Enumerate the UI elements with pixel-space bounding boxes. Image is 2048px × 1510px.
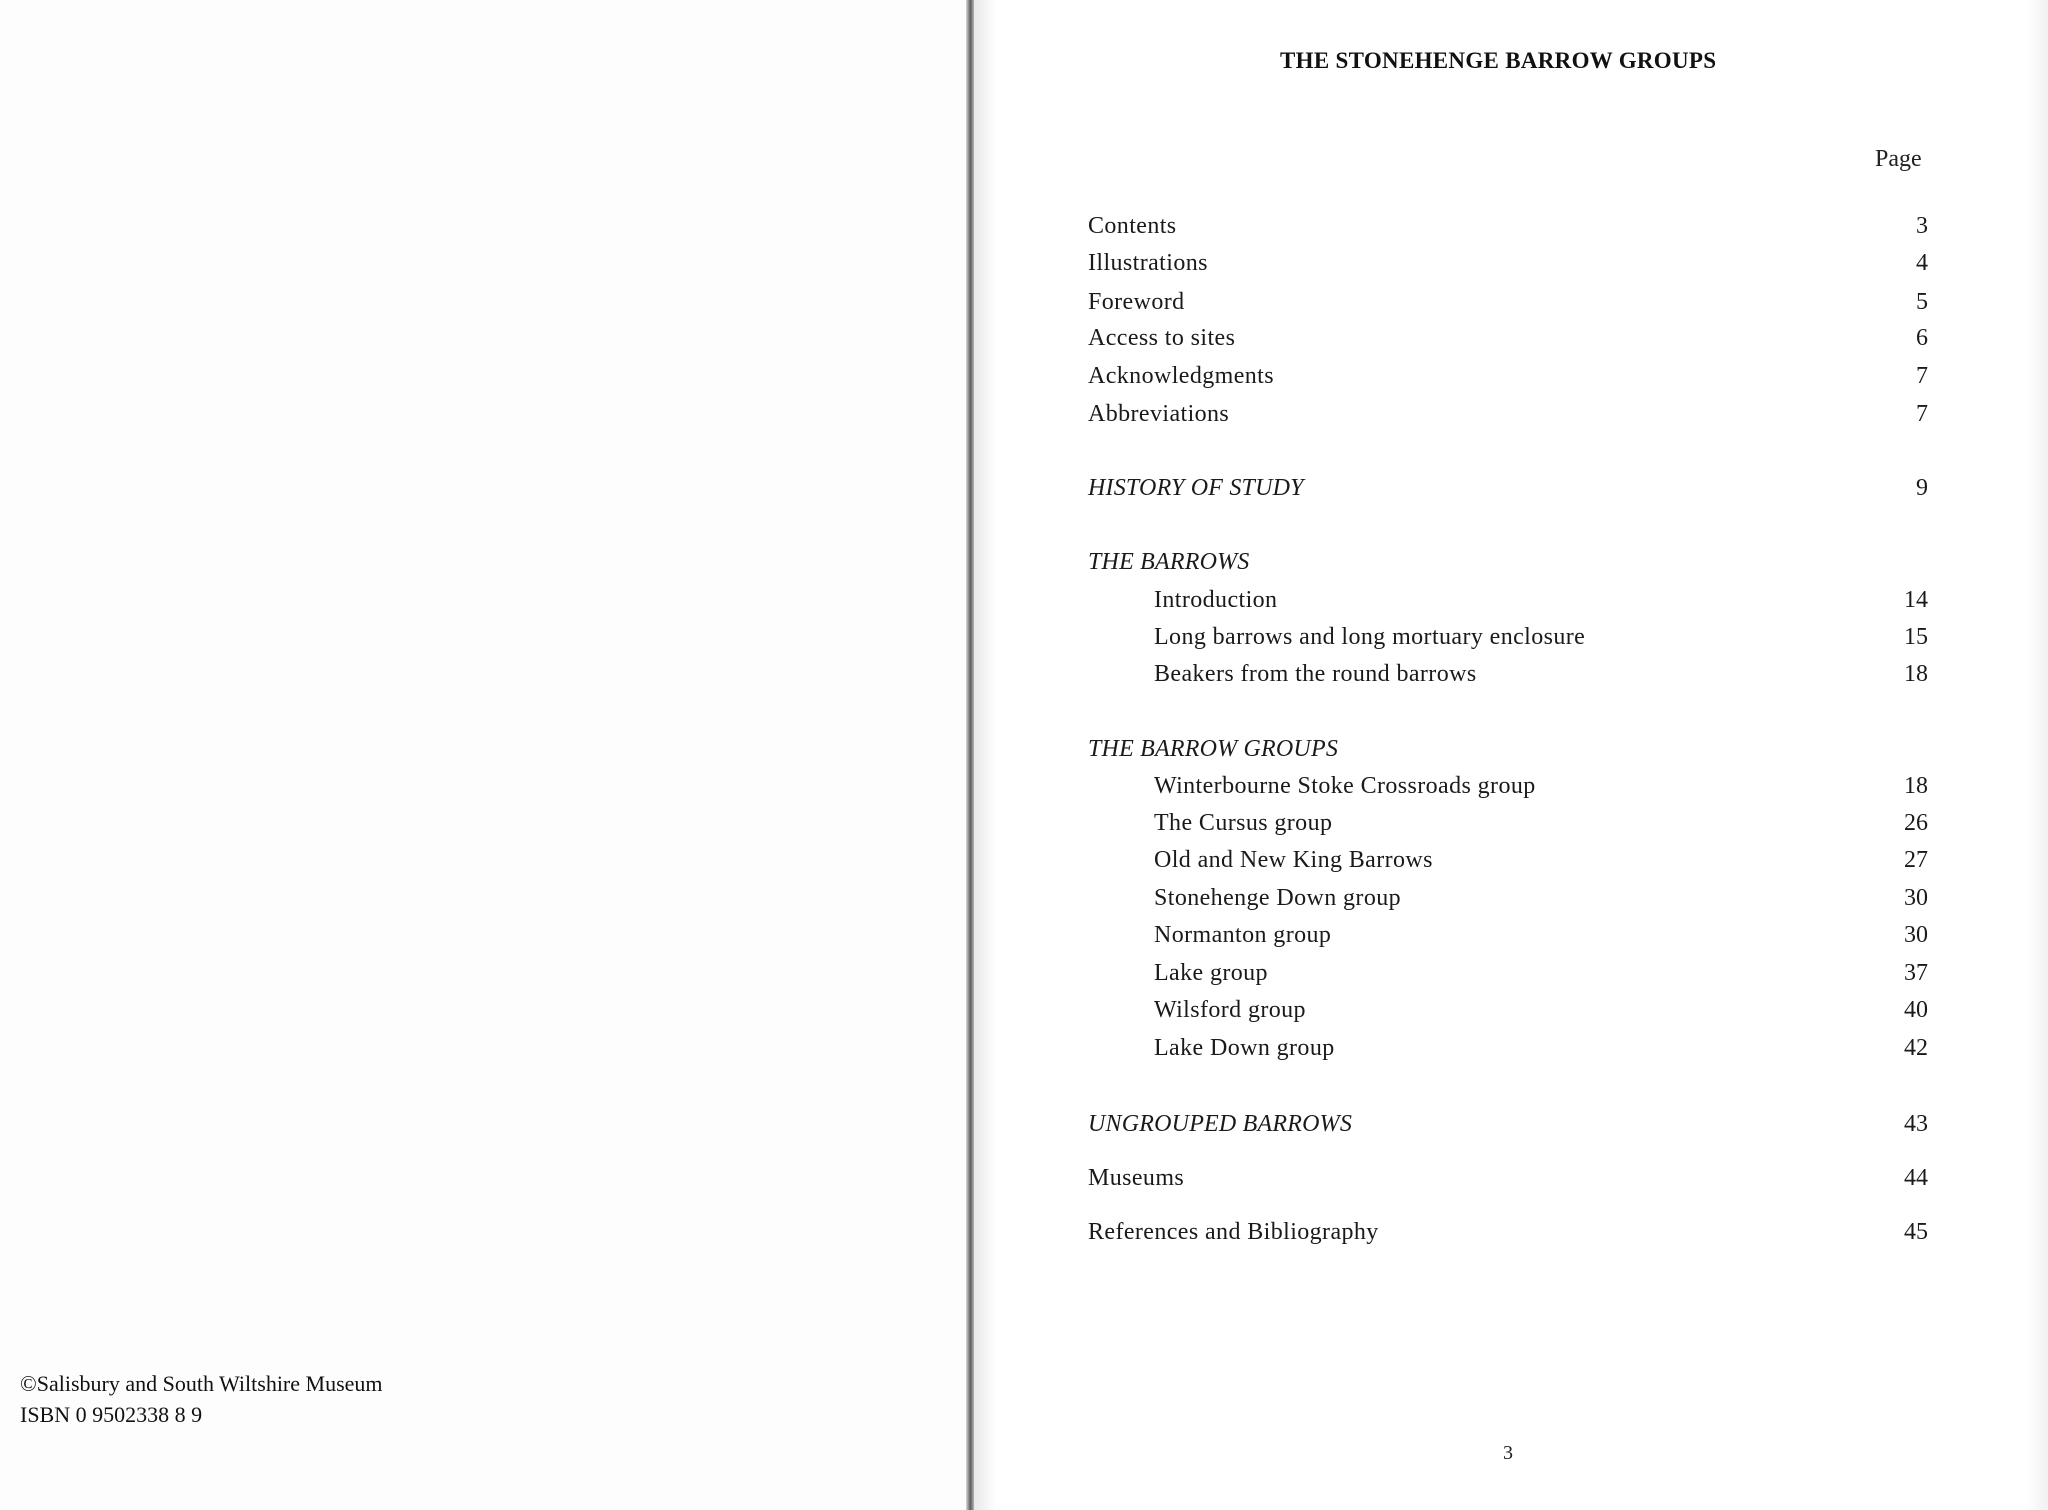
toc-subentry	[1088, 881, 1938, 915]
toc-subentry	[1088, 956, 1938, 990]
toc-entry-label: Foreword	[1088, 289, 1185, 315]
toc-entry-page: 5	[1916, 289, 1928, 315]
toc-entry-label: Beakers from the round barrows	[1154, 661, 1477, 687]
toc-entry-label: Introduction	[1154, 587, 1278, 613]
toc-entry-label: Old and New King Barrows	[1154, 847, 1433, 873]
toc-entry-page: 44	[1904, 1165, 1928, 1191]
toc-entry-label: Normanton group	[1154, 922, 1332, 948]
toc-entry-page: 15	[1904, 624, 1928, 650]
page-edge	[2026, 0, 2048, 1510]
toc-subentry	[1088, 657, 1938, 691]
toc-section-heading	[1088, 732, 1938, 766]
toc-entry-label: Lake Down group	[1154, 1035, 1335, 1061]
toc-entry-page: 45	[1904, 1219, 1928, 1245]
toc-subentry	[1088, 993, 1938, 1027]
toc-entry-label: Illustrations	[1088, 250, 1208, 276]
page-number: 3	[1503, 1442, 1513, 1464]
toc-entry-page: 37	[1904, 960, 1928, 986]
gutter-shadow	[974, 0, 996, 1510]
toc-section-label: THE BARROW GROUPS	[1088, 736, 1339, 762]
toc-entry-label: Contents	[1088, 213, 1177, 239]
toc-entry-page: 42	[1904, 1035, 1928, 1061]
toc-entry-page: 7	[1916, 401, 1928, 427]
toc-entry-page: 9	[1916, 475, 1928, 501]
page-column-label: Page	[1875, 146, 1922, 172]
toc-entry	[1088, 209, 1938, 243]
toc-entry	[1088, 359, 1938, 393]
toc-entry-page: 30	[1904, 922, 1928, 948]
copyright-line: ©Salisbury and South Wiltshire Museum	[20, 1371, 383, 1396]
toc-section-label: HISTORY OF STUDY	[1088, 475, 1304, 501]
toc-entry	[1088, 397, 1938, 431]
toc-entry-label: Access to sites	[1088, 325, 1236, 351]
left-page	[0, 0, 966, 1510]
toc-section-heading	[1088, 471, 1938, 505]
toc-subentry	[1088, 843, 1938, 877]
toc-entry-page: 3	[1916, 213, 1928, 239]
imprint-block	[20, 1368, 383, 1430]
toc-entry-label: Winterbourne Stoke Crossroads group	[1154, 773, 1536, 799]
toc-entry-page: 26	[1904, 810, 1928, 836]
toc-entry	[1088, 285, 1938, 319]
toc-section-label: THE BARROWS	[1088, 549, 1250, 575]
toc-entry	[1088, 1215, 1938, 1249]
toc-entry-label: The Cursus group	[1154, 810, 1333, 836]
toc-entry-page: 7	[1916, 363, 1928, 389]
gutter	[966, 0, 974, 1510]
toc-subentry	[1088, 620, 1938, 654]
toc-entry-page: 6	[1916, 325, 1928, 351]
toc-entry	[1088, 1161, 1938, 1195]
toc-entry-page: 18	[1904, 773, 1928, 799]
toc-entry-page: 18	[1904, 661, 1928, 687]
toc-subentry	[1088, 806, 1938, 840]
toc-entry-label: Long barrows and long mortuary enclosure	[1154, 624, 1586, 650]
toc-entry-label: Lake group	[1154, 960, 1268, 986]
toc-entry-page: 27	[1904, 847, 1928, 873]
document-title: THE STONEHENGE BARROW GROUPS	[1280, 48, 1717, 73]
toc-entry-label: Stonehenge Down group	[1154, 885, 1402, 911]
toc-entry-label: Museums	[1088, 1165, 1185, 1191]
toc-entry-page: 30	[1904, 885, 1928, 911]
toc-subentry	[1088, 769, 1938, 803]
toc-subentry	[1088, 918, 1938, 952]
toc-entry-page: 43	[1904, 1111, 1928, 1137]
toc-section-label: UNGROUPED BARROWS	[1088, 1111, 1353, 1137]
toc-section-heading	[1088, 545, 1938, 579]
toc-entry-page: 14	[1904, 587, 1928, 613]
toc-section-heading	[1088, 1107, 1938, 1141]
toc-entry	[1088, 246, 1938, 280]
toc-entry-label: Acknowledgments	[1088, 363, 1274, 389]
toc-entry-label: References and Bibliography	[1088, 1219, 1379, 1245]
toc-entry	[1088, 321, 1938, 355]
toc-entry-label: Abbreviations	[1088, 401, 1230, 427]
toc-entry-label: Wilsford group	[1154, 997, 1306, 1023]
toc-subentry	[1088, 1031, 1938, 1065]
toc-subentry	[1088, 583, 1938, 617]
isbn-line: ISBN 0 9502338 8 9	[20, 1402, 203, 1427]
toc-entry-page: 40	[1904, 997, 1928, 1023]
toc-entry-page: 4	[1916, 250, 1928, 276]
